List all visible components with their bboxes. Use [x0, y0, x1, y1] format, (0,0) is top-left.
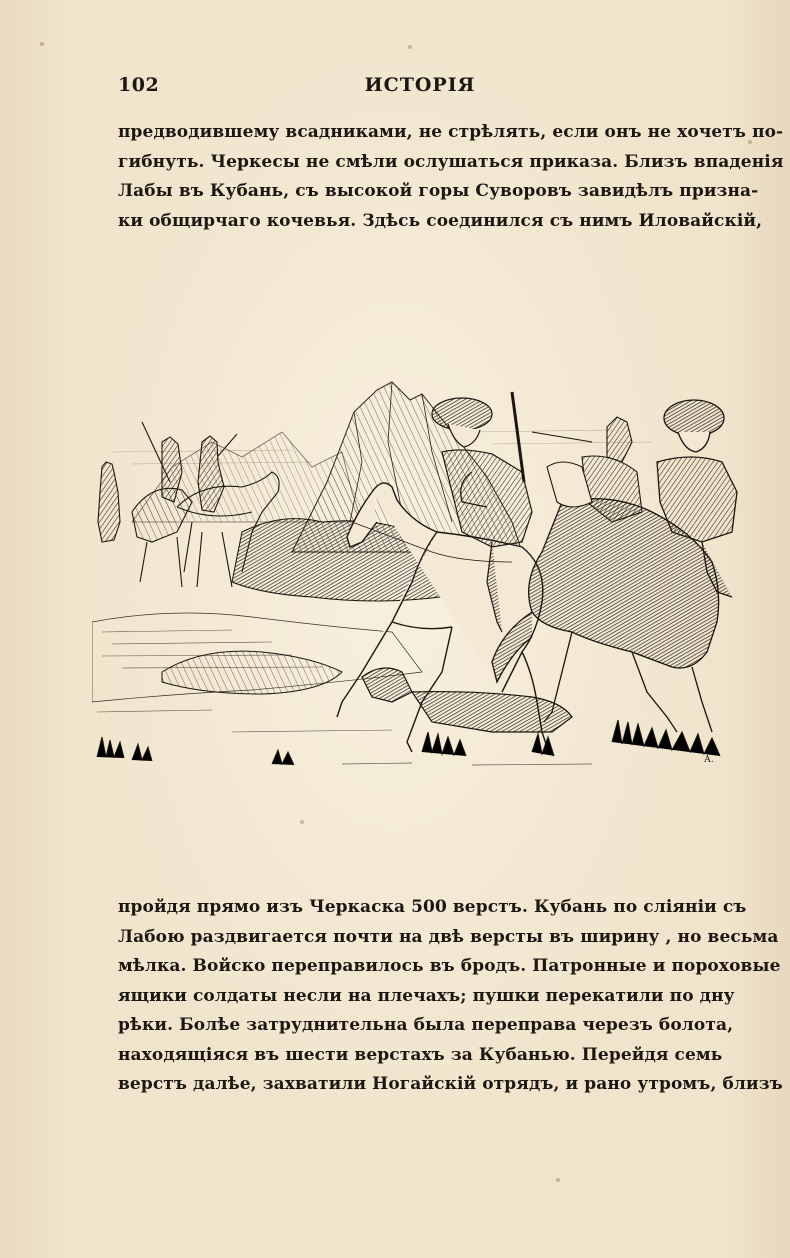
paper-speck [300, 820, 304, 824]
paper-speck [408, 45, 412, 49]
text-line: находящіяся въ шести верстахъ за Кубанью. Перейдя семь [118, 1044, 723, 1065]
text-line: верстъ далѣе, захватили Ногайскій отрядъ, и рано утромъ, близъ [118, 1074, 783, 1094]
paragraph-top [118, 118, 784, 236]
engraving-horsemen-image [92, 372, 738, 770]
paper-speck [40, 42, 44, 46]
text-line: Лабы въ Кубань, съ высокой горы Суворовъ завидѣлъ призна- [118, 181, 759, 201]
engraving-illustration [92, 372, 738, 770]
text-line: гибнуть. Черкесы не смѣли ослушаться приказа. Близъ впаденія [118, 151, 784, 172]
text-line: рѣки. Болѣе затруднительна была переправа черезъ болота, [118, 1015, 734, 1035]
text-line: ящики солдаты несли на плечахъ; пушки перекатили по дну [118, 985, 735, 1006]
paper-speck [556, 1178, 560, 1182]
paragraph-bottom [118, 893, 783, 1100]
text-line: мѣлка. Войско переправилось въ бродъ. Патронные и пороховые [118, 956, 781, 976]
page-header [118, 74, 722, 104]
page-number: 102 [118, 74, 160, 96]
running-title: ИСТОРІЯ [364, 74, 476, 96]
paper-speck [748, 140, 752, 144]
text-line: пройдя прямо изъ Черкаска 500 верстъ. Кубань по сліяніи съ [118, 897, 747, 917]
text-line: Лабою раздвигается почти на двѣ версты въ ширину , но весьма [118, 926, 779, 947]
text-line: ки общирчаго кочевья. Здѣсь соединился съ нимъ Иловайскій, [118, 210, 763, 231]
engraver-signature: А. [704, 755, 714, 765]
text-line: предводившему всадниками, не стрѣлять, если онъ не хочетъ по- [118, 122, 784, 142]
